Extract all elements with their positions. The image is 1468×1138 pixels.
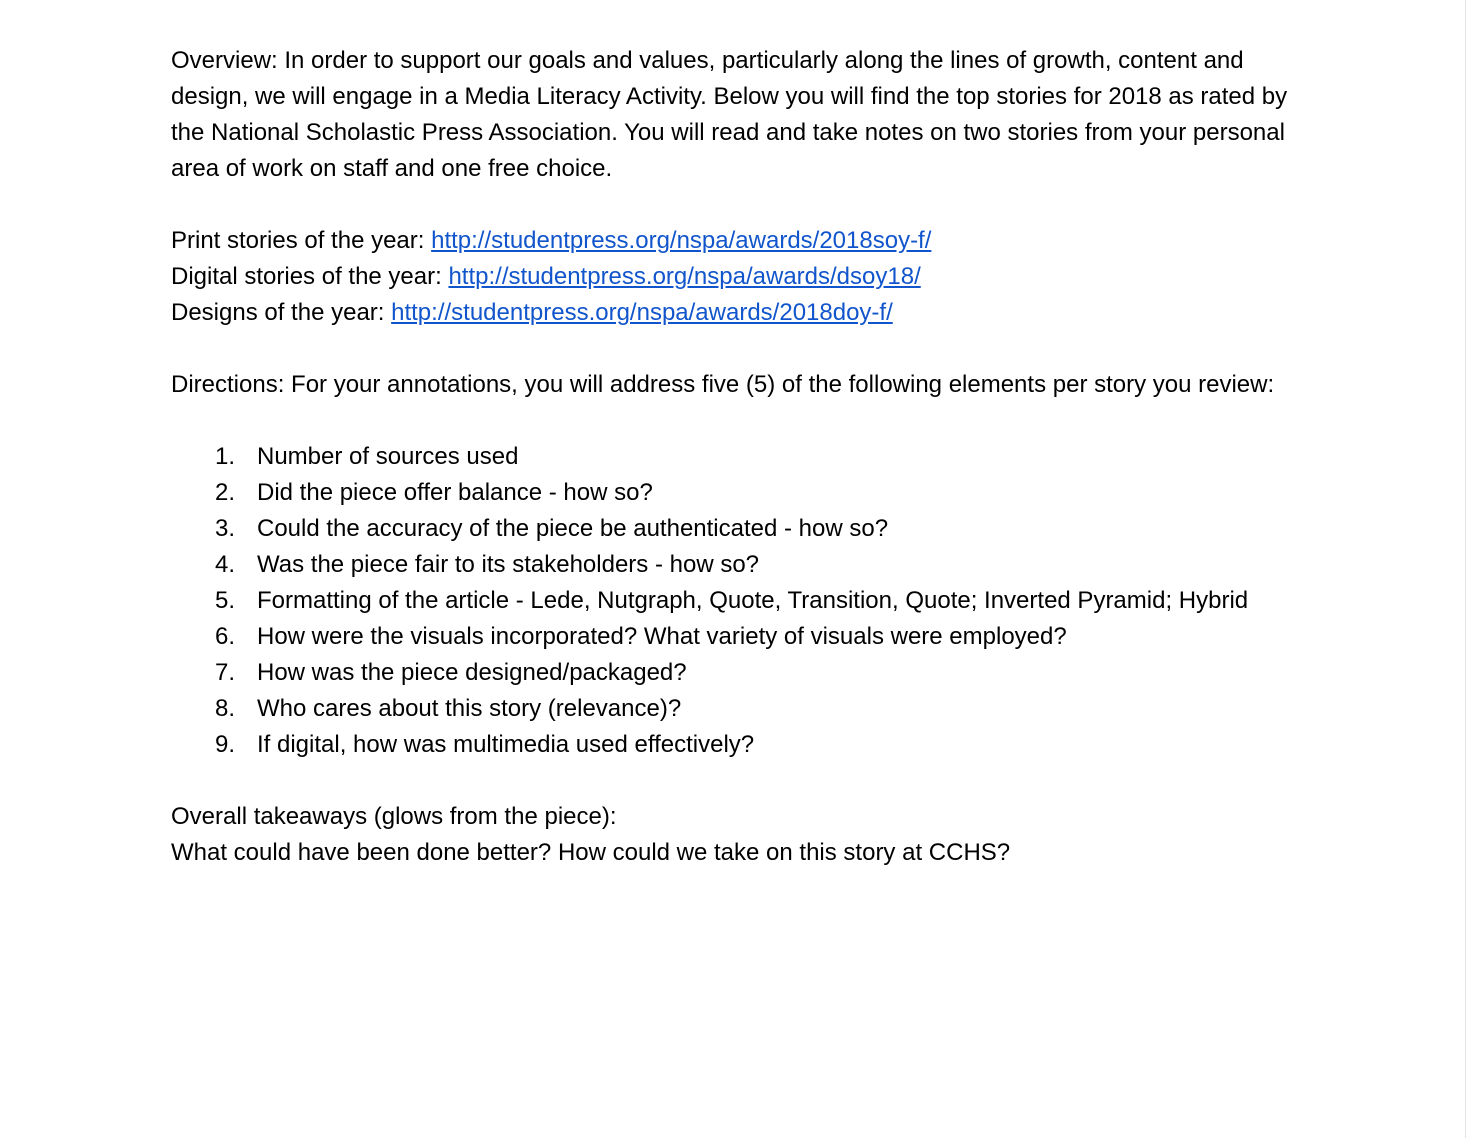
elements-list — [171, 439, 1311, 763]
list-item-text: If digital, how was multimedia used effectively? — [257, 731, 755, 758]
overview-paragraph: Overview: In order to support our goals and values, particularly along the lines of growth, content and design, we will engage in a Media Literacy Activity. Below you will find the top stories for 2018 as rated by the National Scholastic Press Association. You will read and take notes on two stories from your personal area of work on staff and one free choice. — [171, 47, 1288, 182]
link-label-designs: Designs of the year: — [171, 299, 392, 326]
link-label-digital: Digital stories of the year: — [171, 263, 449, 290]
directions-paragraph: Directions: For your annotations, you will address five (5) of the following elements per story you review: — [171, 371, 1275, 398]
designs-link[interactable]: http://studentpress.org/nspa/awards/2018doy-f/ — [391, 299, 893, 326]
list-item — [171, 511, 1311, 547]
print-stories-link[interactable]: http://studentpress.org/nspa/awards/2018soy-f/ — [431, 227, 932, 254]
list-item — [171, 583, 1311, 619]
list-item-text: How was the piece designed/packaged? — [257, 659, 687, 686]
list-item-number: 7. — [214, 659, 235, 686]
list-item-number: 4. — [214, 551, 235, 578]
list-item — [171, 619, 1311, 655]
list-item-text: How were the visuals incorporated? What variety of visuals were employed? — [257, 623, 1067, 650]
list-item-text: Could the accuracy of the piece be authenticated - how so? — [257, 515, 889, 542]
list-item-number: 1. — [214, 443, 235, 470]
list-item-number: 9. — [214, 731, 235, 758]
list-item-number: 3. — [214, 515, 235, 542]
takeaways-line: Overall takeaways (glows from the piece): — [171, 803, 617, 830]
list-item-number: 6. — [214, 623, 235, 650]
blank-line — [171, 187, 1311, 223]
digital-stories-link[interactable]: http://studentpress.org/nspa/awards/dsoy18/ — [448, 263, 921, 290]
list-item — [171, 439, 1311, 475]
list-item-number: 8. — [214, 695, 235, 722]
link-label-print: Print stories of the year: — [171, 227, 432, 254]
list-item-number: 2. — [214, 479, 235, 506]
list-item-number: 5. — [214, 587, 235, 614]
link-line-print — [171, 223, 1311, 259]
blank-line — [171, 763, 1311, 799]
link-line-digital — [171, 259, 1311, 295]
list-item-text: Formatting of the article - Lede, Nutgraph, Quote, Transition, Quote; Inverted Pyramid; Hybrid — [257, 587, 1249, 614]
closing-question-line: What could have been done better? How could we take on this story at CCHS? — [171, 839, 1011, 866]
list-item-text: Number of sources used — [257, 443, 519, 470]
list-item-text: Was the piece fair to its stakeholders - how so? — [257, 551, 760, 578]
list-item — [171, 547, 1311, 583]
list-item — [171, 691, 1311, 727]
list-item-text: Did the piece offer balance - how so? — [257, 479, 653, 506]
list-item — [171, 727, 1311, 763]
list-item — [171, 475, 1311, 511]
list-item — [171, 655, 1311, 691]
list-item-text: Who cares about this story (relevance)? — [257, 695, 682, 722]
link-line-designs — [171, 295, 1311, 331]
blank-line — [171, 331, 1311, 367]
document-body — [171, 43, 1311, 871]
page-edge-divider — [1465, 0, 1466, 1138]
